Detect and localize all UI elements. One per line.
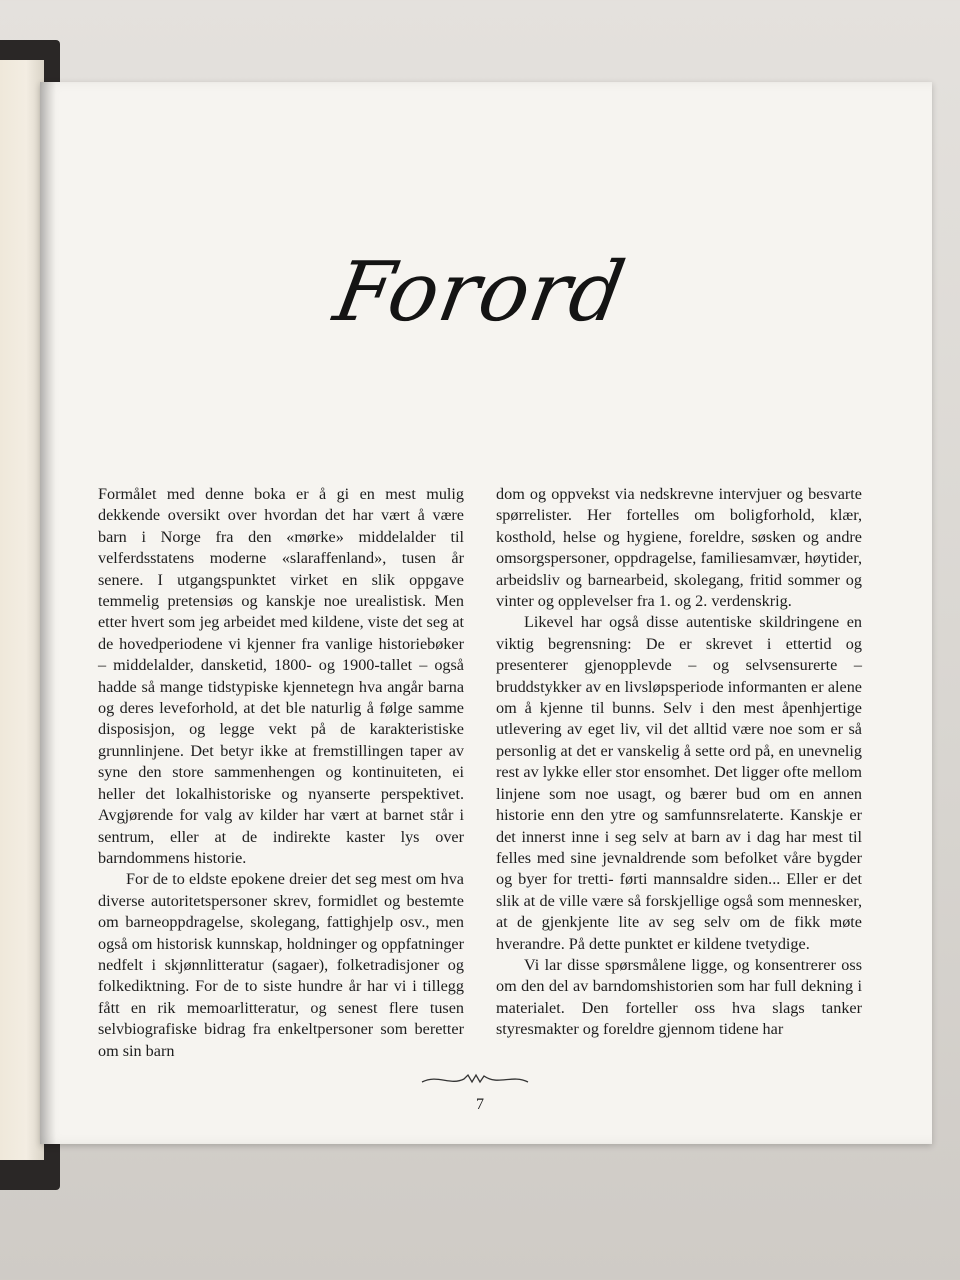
paragraph: dom og oppvekst via nedskrevne intervjuer og besvarte spørrelister. Her fortelles om boligforhold, klær, kosthold, helse og hygiene, foreldre, søsken og andre omsorgspersoner, oppdragelse, familiesamvær, høytider, arbeidsliv og barnearbeid, skolegang, fritid sommer og vinter og opplevelser fra 1. og 2. verdenskrig. <box>496 485 862 611</box>
paragraph: Vi lar disse spørsmålene ligge, og konsentrerer oss om den del av barndomshistorien som har full dekning i materialet. Den forteller oss hva slags tanker styresmakter og foreldre gjennom tidene har <box>496 955 862 1039</box>
paragraph: Likevel har også disse autentiske skildringene en viktig begrensning: De er skrevet i ettertid og presenterer gjenopplevde – og selvsensurerte – bruddstykker av en livsløpsperiode informanten er alene om å kjenne til bunns. Selv i den mest åpenhjertige utlevering av eget liv, vil det alltid være noe som er så personlig at det er vanskelig å sette ord på, en unevnelig rest av lykke eller stor ensomhet. Det ligger ofte mellom linjene som noe usagt, og bærer bud om en annen historie enn den ytre og samfunnsrelaterte. Kanskje er det innerst inne i seg selv at barn av i dag har mest til felles med sine jevnaldrende som befolket våre bygder og byer for tretti- førti mannsaldre siden... Eller er det slik at de ville være så forskjellige også som mennesker, at de gjenkjente lite av seg selv om de fikk møte hverandre. På dette punktet er kildene tvetydige. <box>496 613 862 953</box>
right-text-column <box>496 484 862 1041</box>
paragraph: For de to eldste epokene dreier det seg mest om hva diverse autoritetspersoner skrev, formidlet og bestemte om barneoppdragelse, skolegang, fattighjelp osv., men også om historisk kunnskap, holdninger og oppfatninger nedfelt i skjønnlitteratur (sagaer), folketradisjoner og folkediktning. For de to siste hundre år har vi i tillegg fått en rik memoarlitteratur, og senest flere tusen selvbiografiske bidrag fra enkeltpersoner som beretter om sin barn <box>98 870 464 1060</box>
spine-shadow <box>40 82 56 1144</box>
left-text-column <box>98 484 464 1062</box>
page-number: 7 <box>476 1096 484 1113</box>
chapter-title: Forord <box>327 245 633 340</box>
paragraph: Formålet med denne boka er å gi en mest mulig dekkende oversikt over hvordan det har vært å være barn i Norge fra den «mørke» middelalder til velferdsstatens moderne «slaraffenland», tusen år senere. I utgangspunktet virket en slik oppgave temmelig pretensiøs og kanskje noe urealistisk. Men etter hvert som jeg arbeidet med kildene, viste det seg at de hovedperiodene vi kjenner fra vanlige historiebøker – middelalder, dansketid, 1800- og 1900-tallet – også hadde så mange tidstypiske kjennetegn hva angår barna og deres leveforhold, at det ble naturlig å følge samme disposisjon, og legge vekt på de karakteristiske grunnlinjene. Det betyr ikke at fremstillingen taper av syne den store sammenhengen og kontinuiteten, ei heller det lokalhistoriske og nyanserte perspektivet. Avgjørende for valg av kilder har vært at barnet står i sentrum, eller at de indirekte kaster lys over barndommens historie. <box>98 485 464 867</box>
left-page-edge <box>0 60 44 1160</box>
ornament-flourish-icon <box>420 1068 530 1090</box>
